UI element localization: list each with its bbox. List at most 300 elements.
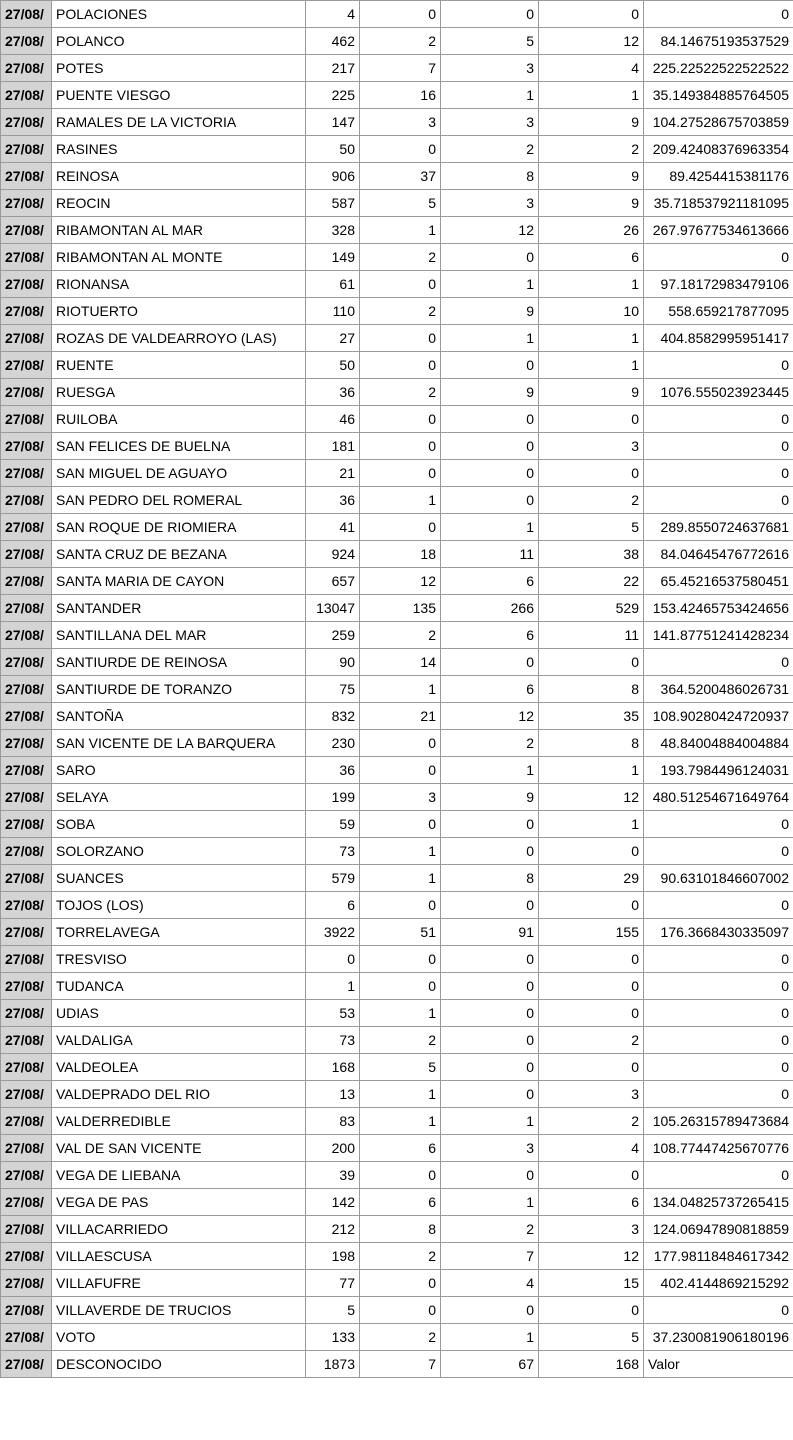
value1-cell[interactable]: 225 — [306, 82, 360, 109]
rate-cell[interactable]: 0 — [644, 946, 793, 973]
value2-cell[interactable]: 14 — [360, 649, 441, 676]
rate-cell[interactable]: 134.04825737265415 — [644, 1189, 793, 1216]
rate-cell[interactable]: Valor — [644, 1351, 793, 1378]
value2-cell[interactable]: 7 — [360, 55, 441, 82]
value3-cell[interactable]: 1 — [441, 271, 539, 298]
value4-cell[interactable]: 0 — [539, 973, 644, 1000]
value4-cell[interactable]: 0 — [539, 1054, 644, 1081]
value2-cell[interactable]: 0 — [360, 136, 441, 163]
date-cell[interactable]: 27/08/ — [1, 1162, 52, 1189]
value2-cell[interactable]: 0 — [360, 460, 441, 487]
value2-cell[interactable]: 3 — [360, 109, 441, 136]
value2-cell[interactable]: 0 — [360, 946, 441, 973]
value2-cell[interactable]: 135 — [360, 595, 441, 622]
municipality-cell[interactable]: SAN PEDRO DEL ROMERAL — [52, 487, 306, 514]
value2-cell[interactable]: 2 — [360, 379, 441, 406]
date-cell[interactable]: 27/08/ — [1, 190, 52, 217]
date-cell[interactable]: 27/08/ — [1, 703, 52, 730]
value1-cell[interactable]: 0 — [306, 946, 360, 973]
municipality-cell[interactable]: RASINES — [52, 136, 306, 163]
value4-cell[interactable]: 1 — [539, 811, 644, 838]
rate-cell[interactable]: 0 — [644, 973, 793, 1000]
value4-cell[interactable]: 0 — [539, 649, 644, 676]
date-cell[interactable]: 27/08/ — [1, 973, 52, 1000]
value2-cell[interactable]: 2 — [360, 28, 441, 55]
value4-cell[interactable]: 1 — [539, 325, 644, 352]
municipality-cell[interactable]: ROZAS DE VALDEARROYO (LAS) — [52, 325, 306, 352]
municipality-cell[interactable]: POTES — [52, 55, 306, 82]
municipality-cell[interactable]: POLACIONES — [52, 1, 306, 28]
municipality-cell[interactable]: VAL DE SAN VICENTE — [52, 1135, 306, 1162]
value3-cell[interactable]: 6 — [441, 676, 539, 703]
value3-cell[interactable]: 7 — [441, 1243, 539, 1270]
municipality-cell[interactable]: RAMALES DE LA VICTORIA — [52, 109, 306, 136]
rate-cell[interactable]: 0 — [644, 1297, 793, 1324]
municipality-cell[interactable]: SANTIURDE DE REINOSA — [52, 649, 306, 676]
value2-cell[interactable]: 1 — [360, 1108, 441, 1135]
municipality-cell[interactable]: VALDERREDIBLE — [52, 1108, 306, 1135]
value3-cell[interactable]: 0 — [441, 1, 539, 28]
rate-cell[interactable]: 90.63101846607002 — [644, 865, 793, 892]
municipality-cell[interactable]: REOCIN — [52, 190, 306, 217]
value1-cell[interactable]: 147 — [306, 109, 360, 136]
rate-cell[interactable]: 153.42465753424656 — [644, 595, 793, 622]
value2-cell[interactable]: 1 — [360, 838, 441, 865]
value1-cell[interactable]: 142 — [306, 1189, 360, 1216]
value3-cell[interactable]: 0 — [441, 460, 539, 487]
value4-cell[interactable]: 12 — [539, 1243, 644, 1270]
value3-cell[interactable]: 1 — [441, 757, 539, 784]
rate-cell[interactable]: 0 — [644, 838, 793, 865]
value2-cell[interactable]: 16 — [360, 82, 441, 109]
value4-cell[interactable]: 38 — [539, 541, 644, 568]
value3-cell[interactable]: 0 — [441, 946, 539, 973]
value3-cell[interactable]: 5 — [441, 28, 539, 55]
value4-cell[interactable]: 155 — [539, 919, 644, 946]
value1-cell[interactable]: 53 — [306, 1000, 360, 1027]
value1-cell[interactable]: 27 — [306, 325, 360, 352]
value4-cell[interactable]: 8 — [539, 676, 644, 703]
value2-cell[interactable]: 0 — [360, 514, 441, 541]
value4-cell[interactable]: 9 — [539, 163, 644, 190]
municipality-cell[interactable]: SANTA CRUZ DE BEZANA — [52, 541, 306, 568]
rate-cell[interactable]: 37.230081906180196 — [644, 1324, 793, 1351]
date-cell[interactable]: 27/08/ — [1, 676, 52, 703]
rate-cell[interactable]: 0 — [644, 892, 793, 919]
value3-cell[interactable]: 0 — [441, 406, 539, 433]
value3-cell[interactable]: 8 — [441, 865, 539, 892]
value4-cell[interactable]: 0 — [539, 460, 644, 487]
rate-cell[interactable]: 0 — [644, 1, 793, 28]
date-cell[interactable]: 27/08/ — [1, 1297, 52, 1324]
value2-cell[interactable]: 0 — [360, 352, 441, 379]
value3-cell[interactable]: 0 — [441, 1162, 539, 1189]
value2-cell[interactable]: 0 — [360, 757, 441, 784]
value4-cell[interactable]: 2 — [539, 136, 644, 163]
value1-cell[interactable]: 259 — [306, 622, 360, 649]
date-cell[interactable]: 27/08/ — [1, 55, 52, 82]
rate-cell[interactable]: 48.84004884004884 — [644, 730, 793, 757]
value1-cell[interactable]: 181 — [306, 433, 360, 460]
rate-cell[interactable]: 84.04645476772616 — [644, 541, 793, 568]
date-cell[interactable]: 27/08/ — [1, 946, 52, 973]
value2-cell[interactable]: 0 — [360, 1162, 441, 1189]
value4-cell[interactable]: 11 — [539, 622, 644, 649]
rate-cell[interactable]: 65.45216537580451 — [644, 568, 793, 595]
value2-cell[interactable]: 51 — [360, 919, 441, 946]
date-cell[interactable]: 27/08/ — [1, 460, 52, 487]
date-cell[interactable]: 27/08/ — [1, 1000, 52, 1027]
value4-cell[interactable]: 4 — [539, 1135, 644, 1162]
municipality-cell[interactable]: RIONANSA — [52, 271, 306, 298]
value3-cell[interactable]: 91 — [441, 919, 539, 946]
value2-cell[interactable]: 1 — [360, 217, 441, 244]
municipality-cell[interactable]: POLANCO — [52, 28, 306, 55]
value4-cell[interactable]: 0 — [539, 1162, 644, 1189]
value2-cell[interactable]: 12 — [360, 568, 441, 595]
rate-cell[interactable]: 402.4144869215292 — [644, 1270, 793, 1297]
value3-cell[interactable]: 0 — [441, 838, 539, 865]
date-cell[interactable]: 27/08/ — [1, 784, 52, 811]
date-cell[interactable]: 27/08/ — [1, 649, 52, 676]
value3-cell[interactable]: 1 — [441, 1189, 539, 1216]
municipality-cell[interactable]: RUENTE — [52, 352, 306, 379]
value4-cell[interactable]: 1 — [539, 82, 644, 109]
date-cell[interactable]: 27/08/ — [1, 1216, 52, 1243]
value1-cell[interactable]: 832 — [306, 703, 360, 730]
date-cell[interactable]: 27/08/ — [1, 82, 52, 109]
value1-cell[interactable]: 199 — [306, 784, 360, 811]
value1-cell[interactable]: 21 — [306, 460, 360, 487]
value4-cell[interactable]: 1 — [539, 352, 644, 379]
value3-cell[interactable]: 0 — [441, 649, 539, 676]
value2-cell[interactable]: 2 — [360, 1027, 441, 1054]
value4-cell[interactable]: 2 — [539, 487, 644, 514]
municipality-cell[interactable]: DESCONOCIDO — [52, 1351, 306, 1378]
value3-cell[interactable]: 1 — [441, 325, 539, 352]
value2-cell[interactable]: 0 — [360, 1270, 441, 1297]
date-cell[interactable]: 27/08/ — [1, 217, 52, 244]
value4-cell[interactable]: 22 — [539, 568, 644, 595]
value4-cell[interactable]: 2 — [539, 1108, 644, 1135]
value1-cell[interactable]: 13047 — [306, 595, 360, 622]
value1-cell[interactable]: 587 — [306, 190, 360, 217]
municipality-cell[interactable]: SOLORZANO — [52, 838, 306, 865]
rate-cell[interactable]: 193.7984496124031 — [644, 757, 793, 784]
value1-cell[interactable]: 73 — [306, 838, 360, 865]
value3-cell[interactable]: 0 — [441, 811, 539, 838]
value2-cell[interactable]: 21 — [360, 703, 441, 730]
date-cell[interactable]: 27/08/ — [1, 487, 52, 514]
value3-cell[interactable]: 9 — [441, 784, 539, 811]
value2-cell[interactable]: 0 — [360, 1, 441, 28]
value1-cell[interactable]: 90 — [306, 649, 360, 676]
date-cell[interactable]: 27/08/ — [1, 514, 52, 541]
rate-cell[interactable]: 97.18172983479106 — [644, 271, 793, 298]
date-cell[interactable]: 27/08/ — [1, 244, 52, 271]
date-cell[interactable]: 27/08/ — [1, 1270, 52, 1297]
date-cell[interactable]: 27/08/ — [1, 1081, 52, 1108]
value3-cell[interactable]: 3 — [441, 109, 539, 136]
value3-cell[interactable]: 6 — [441, 568, 539, 595]
municipality-cell[interactable]: SAN VICENTE DE LA BARQUERA — [52, 730, 306, 757]
value1-cell[interactable]: 61 — [306, 271, 360, 298]
value4-cell[interactable]: 2 — [539, 1027, 644, 1054]
value1-cell[interactable]: 212 — [306, 1216, 360, 1243]
municipality-cell[interactable]: TUDANCA — [52, 973, 306, 1000]
rate-cell[interactable]: 1076.555023923445 — [644, 379, 793, 406]
municipality-cell[interactable]: RIBAMONTAN AL MONTE — [52, 244, 306, 271]
rate-cell[interactable]: 0 — [644, 811, 793, 838]
value1-cell[interactable]: 4 — [306, 1, 360, 28]
municipality-cell[interactable]: VILLAESCUSA — [52, 1243, 306, 1270]
value4-cell[interactable]: 15 — [539, 1270, 644, 1297]
value3-cell[interactable]: 3 — [441, 190, 539, 217]
value2-cell[interactable]: 1 — [360, 865, 441, 892]
rate-cell[interactable]: 267.97677534613666 — [644, 217, 793, 244]
value2-cell[interactable]: 0 — [360, 433, 441, 460]
value3-cell[interactable]: 1 — [441, 514, 539, 541]
value4-cell[interactable]: 9 — [539, 379, 644, 406]
value3-cell[interactable]: 3 — [441, 55, 539, 82]
value1-cell[interactable]: 149 — [306, 244, 360, 271]
value3-cell[interactable]: 0 — [441, 244, 539, 271]
value4-cell[interactable]: 26 — [539, 217, 644, 244]
date-cell[interactable]: 27/08/ — [1, 28, 52, 55]
value3-cell[interactable]: 8 — [441, 163, 539, 190]
value3-cell[interactable]: 266 — [441, 595, 539, 622]
value3-cell[interactable]: 0 — [441, 487, 539, 514]
value1-cell[interactable]: 198 — [306, 1243, 360, 1270]
value4-cell[interactable]: 6 — [539, 244, 644, 271]
value4-cell[interactable]: 529 — [539, 595, 644, 622]
date-cell[interactable]: 27/08/ — [1, 1, 52, 28]
rate-cell[interactable]: 35.718537921181095 — [644, 190, 793, 217]
value3-cell[interactable]: 1 — [441, 82, 539, 109]
municipality-cell[interactable]: SAN ROQUE DE RIOMIERA — [52, 514, 306, 541]
date-cell[interactable]: 27/08/ — [1, 757, 52, 784]
municipality-cell[interactable]: SANTIURDE DE TORANZO — [52, 676, 306, 703]
municipality-cell[interactable]: SANTANDER — [52, 595, 306, 622]
value3-cell[interactable]: 6 — [441, 622, 539, 649]
value3-cell[interactable]: 0 — [441, 1297, 539, 1324]
value3-cell[interactable]: 0 — [441, 352, 539, 379]
date-cell[interactable]: 27/08/ — [1, 1351, 52, 1378]
rate-cell[interactable]: 124.06947890818859 — [644, 1216, 793, 1243]
value3-cell[interactable]: 0 — [441, 1081, 539, 1108]
rate-cell[interactable]: 209.42408376963354 — [644, 136, 793, 163]
value1-cell[interactable]: 328 — [306, 217, 360, 244]
municipality-cell[interactable]: SAN FELICES DE BUELNA — [52, 433, 306, 460]
value3-cell[interactable]: 0 — [441, 973, 539, 1000]
rate-cell[interactable]: 0 — [644, 487, 793, 514]
value1-cell[interactable]: 50 — [306, 136, 360, 163]
value4-cell[interactable]: 29 — [539, 865, 644, 892]
date-cell[interactable]: 27/08/ — [1, 622, 52, 649]
rate-cell[interactable]: 0 — [644, 460, 793, 487]
value2-cell[interactable]: 1 — [360, 1000, 441, 1027]
value4-cell[interactable]: 0 — [539, 406, 644, 433]
rate-cell[interactable]: 89.4254415381176 — [644, 163, 793, 190]
value1-cell[interactable]: 230 — [306, 730, 360, 757]
value1-cell[interactable]: 3922 — [306, 919, 360, 946]
value2-cell[interactable]: 1 — [360, 1081, 441, 1108]
municipality-cell[interactable]: SARO — [52, 757, 306, 784]
value3-cell[interactable]: 9 — [441, 298, 539, 325]
municipality-cell[interactable]: VALDALIGA — [52, 1027, 306, 1054]
date-cell[interactable]: 27/08/ — [1, 595, 52, 622]
value2-cell[interactable]: 7 — [360, 1351, 441, 1378]
value4-cell[interactable]: 0 — [539, 838, 644, 865]
value3-cell[interactable]: 0 — [441, 433, 539, 460]
municipality-cell[interactable]: SOBA — [52, 811, 306, 838]
value2-cell[interactable]: 0 — [360, 271, 441, 298]
date-cell[interactable]: 27/08/ — [1, 1054, 52, 1081]
value2-cell[interactable]: 2 — [360, 1324, 441, 1351]
municipality-cell[interactable]: VALDEOLEA — [52, 1054, 306, 1081]
value3-cell[interactable]: 0 — [441, 1054, 539, 1081]
municipality-cell[interactable]: RUESGA — [52, 379, 306, 406]
rate-cell[interactable]: 558.659217877095 — [644, 298, 793, 325]
rate-cell[interactable]: 0 — [644, 406, 793, 433]
rate-cell[interactable]: 404.8582995951417 — [644, 325, 793, 352]
municipality-cell[interactable]: TORRELAVEGA — [52, 919, 306, 946]
value4-cell[interactable]: 1 — [539, 757, 644, 784]
value4-cell[interactable]: 12 — [539, 784, 644, 811]
municipality-cell[interactable]: VEGA DE PAS — [52, 1189, 306, 1216]
value2-cell[interactable]: 18 — [360, 541, 441, 568]
value1-cell[interactable]: 168 — [306, 1054, 360, 1081]
municipality-cell[interactable]: RIBAMONTAN AL MAR — [52, 217, 306, 244]
rate-cell[interactable]: 104.27528675703859 — [644, 109, 793, 136]
date-cell[interactable]: 27/08/ — [1, 541, 52, 568]
date-cell[interactable]: 27/08/ — [1, 838, 52, 865]
value1-cell[interactable]: 6 — [306, 892, 360, 919]
value3-cell[interactable]: 2 — [441, 136, 539, 163]
value1-cell[interactable]: 110 — [306, 298, 360, 325]
value1-cell[interactable]: 217 — [306, 55, 360, 82]
value4-cell[interactable]: 35 — [539, 703, 644, 730]
value2-cell[interactable]: 1 — [360, 487, 441, 514]
date-cell[interactable]: 27/08/ — [1, 433, 52, 460]
value4-cell[interactable]: 3 — [539, 1081, 644, 1108]
date-cell[interactable]: 27/08/ — [1, 271, 52, 298]
value3-cell[interactable]: 2 — [441, 730, 539, 757]
date-cell[interactable]: 27/08/ — [1, 1324, 52, 1351]
value1-cell[interactable]: 906 — [306, 163, 360, 190]
value4-cell[interactable]: 0 — [539, 892, 644, 919]
value1-cell[interactable]: 1 — [306, 973, 360, 1000]
value1-cell[interactable]: 579 — [306, 865, 360, 892]
municipality-cell[interactable]: VALDEPRADO DEL RIO — [52, 1081, 306, 1108]
value4-cell[interactable]: 1 — [539, 271, 644, 298]
municipality-cell[interactable]: RUILOBA — [52, 406, 306, 433]
value1-cell[interactable]: 13 — [306, 1081, 360, 1108]
value2-cell[interactable]: 2 — [360, 622, 441, 649]
date-cell[interactable]: 27/08/ — [1, 136, 52, 163]
value2-cell[interactable]: 6 — [360, 1135, 441, 1162]
value4-cell[interactable]: 5 — [539, 514, 644, 541]
value4-cell[interactable]: 6 — [539, 1189, 644, 1216]
value2-cell[interactable]: 0 — [360, 1297, 441, 1324]
value1-cell[interactable]: 36 — [306, 379, 360, 406]
municipality-cell[interactable]: VILLAVERDE DE TRUCIOS — [52, 1297, 306, 1324]
rate-cell[interactable]: 289.8550724637681 — [644, 514, 793, 541]
value4-cell[interactable]: 5 — [539, 1324, 644, 1351]
value3-cell[interactable]: 12 — [441, 217, 539, 244]
date-cell[interactable]: 27/08/ — [1, 325, 52, 352]
date-cell[interactable]: 27/08/ — [1, 730, 52, 757]
value4-cell[interactable]: 168 — [539, 1351, 644, 1378]
municipality-cell[interactable]: TRESVISO — [52, 946, 306, 973]
rate-cell[interactable]: 364.5200486026731 — [644, 676, 793, 703]
value1-cell[interactable]: 200 — [306, 1135, 360, 1162]
value1-cell[interactable]: 36 — [306, 757, 360, 784]
rate-cell[interactable]: 177.98118484617342 — [644, 1243, 793, 1270]
municipality-cell[interactable]: PUENTE VIESGO — [52, 82, 306, 109]
value1-cell[interactable]: 133 — [306, 1324, 360, 1351]
municipality-cell[interactable]: TOJOS (LOS) — [52, 892, 306, 919]
rate-cell[interactable]: 0 — [644, 1027, 793, 1054]
value3-cell[interactable]: 0 — [441, 1027, 539, 1054]
value3-cell[interactable]: 9 — [441, 379, 539, 406]
value2-cell[interactable]: 0 — [360, 892, 441, 919]
value2-cell[interactable]: 0 — [360, 811, 441, 838]
value2-cell[interactable]: 2 — [360, 298, 441, 325]
rate-cell[interactable]: 0 — [644, 352, 793, 379]
value3-cell[interactable]: 0 — [441, 892, 539, 919]
rate-cell[interactable]: 0 — [644, 1081, 793, 1108]
value2-cell[interactable]: 8 — [360, 1216, 441, 1243]
rate-cell[interactable]: 141.87751241428234 — [644, 622, 793, 649]
rate-cell[interactable]: 0 — [644, 433, 793, 460]
value4-cell[interactable]: 3 — [539, 433, 644, 460]
date-cell[interactable]: 27/08/ — [1, 919, 52, 946]
value1-cell[interactable]: 59 — [306, 811, 360, 838]
municipality-cell[interactable]: REINOSA — [52, 163, 306, 190]
municipality-cell[interactable]: RIOTUERTO — [52, 298, 306, 325]
municipality-cell[interactable]: SUANCES — [52, 865, 306, 892]
value2-cell[interactable]: 3 — [360, 784, 441, 811]
value3-cell[interactable]: 1 — [441, 1324, 539, 1351]
date-cell[interactable]: 27/08/ — [1, 352, 52, 379]
value2-cell[interactable]: 5 — [360, 1054, 441, 1081]
rate-cell[interactable]: 35.149384885764505 — [644, 82, 793, 109]
value4-cell[interactable]: 8 — [539, 730, 644, 757]
value4-cell[interactable]: 4 — [539, 55, 644, 82]
rate-cell[interactable]: 108.90280424720937 — [644, 703, 793, 730]
value3-cell[interactable]: 4 — [441, 1270, 539, 1297]
value2-cell[interactable]: 0 — [360, 325, 441, 352]
value3-cell[interactable]: 1 — [441, 1108, 539, 1135]
date-cell[interactable]: 27/08/ — [1, 1135, 52, 1162]
value4-cell[interactable]: 0 — [539, 1000, 644, 1027]
value1-cell[interactable]: 83 — [306, 1108, 360, 1135]
rate-cell[interactable]: 225.22522522522522 — [644, 55, 793, 82]
rate-cell[interactable]: 176.3668430335097 — [644, 919, 793, 946]
value1-cell[interactable]: 73 — [306, 1027, 360, 1054]
rate-cell[interactable]: 480.51254671649764 — [644, 784, 793, 811]
value1-cell[interactable]: 462 — [306, 28, 360, 55]
value3-cell[interactable]: 12 — [441, 703, 539, 730]
value3-cell[interactable]: 67 — [441, 1351, 539, 1378]
value1-cell[interactable]: 75 — [306, 676, 360, 703]
value1-cell[interactable]: 924 — [306, 541, 360, 568]
municipality-cell[interactable]: VEGA DE LIEBANA — [52, 1162, 306, 1189]
value3-cell[interactable]: 3 — [441, 1135, 539, 1162]
date-cell[interactable]: 27/08/ — [1, 163, 52, 190]
date-cell[interactable]: 27/08/ — [1, 298, 52, 325]
